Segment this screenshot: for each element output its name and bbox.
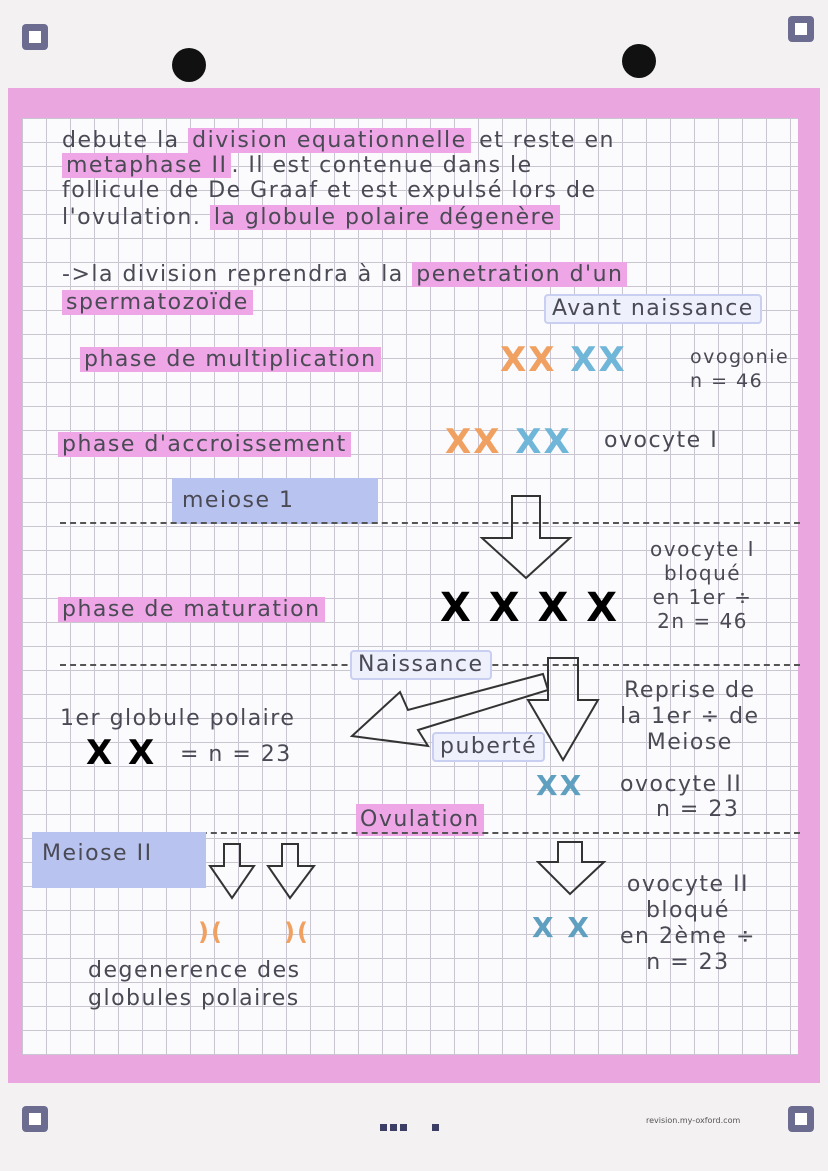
corner-logo-icon [22,24,48,50]
chromosomes-final: X X [532,911,591,944]
chromosomes-multiplication: XX XX [500,340,627,380]
phase-multiplication-label: phase de multiplication [80,347,381,373]
arrow-down-icon [536,838,608,898]
phase-accroissement-label: phase d'accroissement [58,432,351,458]
footer-url: revision.my-oxford.com [646,1116,741,1125]
resume-line-2: spermatozoïde [62,290,253,316]
corner-logo-icon [788,1106,814,1132]
maturation-note: ovocyte I bloqué en 1er ÷ 2n = 46 [650,537,756,633]
chromosomes-maturation: X X X X [440,585,620,631]
globule-1-n: = n = 23 [180,742,292,767]
ovogonie-label: ovogonie [690,346,790,368]
intro-line-2: metaphase II . Il est contenue dans le [62,153,533,179]
avant-naissance-label: Avant naissance [544,294,762,324]
chromosomes-accroissement: XX XX [445,422,572,462]
ovulation-label: Ovulation [356,804,484,836]
intro-line-4: l'ovulation. la globule polaire dégenère [62,205,560,231]
reprise-note: Reprise de la 1er ÷ de Meiose [620,678,760,755]
ovocyte-1-label: ovocyte I [604,428,719,453]
globule-1-label: 1er globule polaire [60,706,296,731]
small-chromosome: )( [284,918,310,946]
degen-line-2: globules polaires [88,986,300,1011]
binder-hole-icon [622,44,656,78]
ovocyte-2-n: n = 23 [656,797,740,822]
meiose-1-label: meiose 1 [172,478,378,524]
arrow-down-icon [478,494,574,582]
meiose-2-label: Meiose II [32,832,206,888]
resume-line-1: ->la division reprendra à la penetration d'un [62,262,627,288]
chromosomes-globule: X X [86,733,157,773]
phase-maturation-label: phase de maturation [58,597,325,623]
corner-logo-icon [22,1106,48,1132]
arrows-down-icon [206,840,322,902]
divider-dashed [60,522,800,524]
small-chromosome: )( [198,918,224,946]
intro-line-3: follicule de De Graaf et est expulsé lors de [62,178,597,203]
corner-logo-icon [788,16,814,42]
final-note: ovocyte II bloqué en 2ème ÷ n = 23 [620,872,756,975]
degen-line-1: degenerence des [88,958,301,983]
binder-hole-icon [172,48,206,82]
puberte-label: puberté [432,732,545,762]
chromosomes-ovocyte-2: XX [536,769,584,802]
ovocyte-2-label: ovocyte II [620,772,743,797]
intro-line-1: debute la division equationnelle et reste en [62,128,615,153]
page-dots-icon [380,1116,442,1135]
ovogonie-n: n = 46 [690,370,764,392]
naissance-label: Naissance [350,650,492,680]
